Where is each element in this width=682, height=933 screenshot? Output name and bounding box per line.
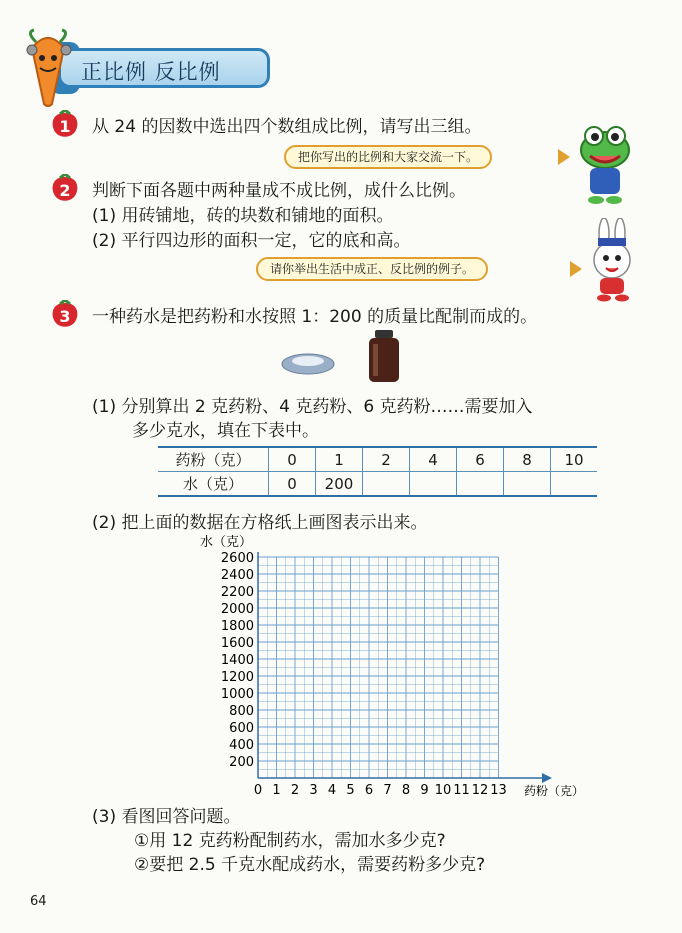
frog-speech-bubble: 把你写出的比例和大家交流一下。 (284, 145, 492, 169)
table-cell (551, 472, 598, 497)
question-3-part-1: (1) 分别算出 2 克药粉、4 克药粉、6 克药粉……需要加入 (92, 397, 533, 417)
y-tick-label: 1000 (220, 687, 254, 702)
table-cell (363, 472, 410, 497)
grid-paper-chart (190, 530, 610, 800)
x-tick-label: 5 (346, 783, 355, 798)
page-number: 64 (30, 894, 47, 909)
svg-text:2: 2 (59, 181, 71, 200)
y-tick-label: 1200 (220, 670, 254, 685)
x-tick-label: 4 (327, 783, 337, 798)
bubble-pointer (558, 149, 570, 165)
table-cell (457, 472, 504, 497)
question-1-text: 从 24 的因数中选出四个数组成比例，请写出三组。 (92, 117, 482, 137)
y-tick-label: 2200 (220, 585, 254, 600)
question-number-badge-icon (50, 300, 80, 330)
x-tick-label: 6 (364, 783, 374, 798)
x-tick-label: 7 (383, 783, 392, 798)
question-2-item-1: (1) 用砖铺地，砖的块数和铺地的面积。 (92, 206, 394, 226)
y-tick-label: 2400 (220, 568, 254, 583)
section-title: 正比例 反比例 (81, 60, 221, 84)
y-tick-label: 2600 (220, 551, 254, 566)
x-tick-label: 0 (253, 783, 263, 798)
section-title-banner (58, 48, 270, 88)
table-row (158, 447, 597, 472)
powder-dish-icon (280, 348, 336, 376)
frog-mascot-icon (576, 122, 634, 206)
x-tick-label: 2 (290, 783, 300, 798)
question-number-badge-icon (50, 174, 80, 204)
x-tick-label: 12 (471, 783, 489, 798)
svg-text:1: 1 (59, 117, 71, 136)
y-tick-label: 1600 (220, 636, 254, 651)
table-row-label: 水（克） (158, 472, 269, 497)
question-3-text: 一种药水是把药粉和水按照 1：200 的质量比配制而成的。 (92, 307, 538, 327)
table-cell: 2 (363, 447, 410, 472)
x-tick-label: 10 (434, 783, 452, 798)
carrot-mascot-icon (22, 28, 74, 108)
y-tick-label: 600 (229, 721, 254, 736)
x-axis-arrow-icon (542, 773, 552, 783)
table-cell: 6 (457, 447, 504, 472)
question-3-part-3a: ①用 12 克药粉配制药水，需加水多少克? (134, 831, 446, 851)
data-table (158, 446, 597, 497)
table-cell: 4 (410, 447, 457, 472)
x-tick-label: 8 (401, 783, 411, 798)
y-tick-label: 400 (229, 738, 254, 753)
table-cell: 10 (551, 447, 598, 472)
table-cell: 1 (316, 447, 363, 472)
y-axis-ticks (221, 551, 254, 770)
x-tick-label: 13 (490, 783, 507, 798)
question-3-part-3b: ②要把 2.5 千克水配成药水，需要药粉多少克? (134, 855, 486, 875)
question-3-part-3: (3) 看图回答问题。 (92, 807, 241, 827)
medicine-bottle-icon (366, 330, 402, 384)
x-axis-ticks (254, 783, 507, 798)
question-2-text: 判断下面各题中两种量成不成比例，成什么比例。 (92, 181, 466, 201)
table-row (158, 472, 597, 497)
x-tick-label: 9 (420, 783, 429, 798)
x-axis-label: 药粉（克） (524, 784, 585, 798)
rabbit-mascot-icon (584, 218, 640, 302)
question-number-badge-icon (50, 110, 80, 140)
table-cell: 8 (504, 447, 551, 472)
question-3-part-2: (2) 把上面的数据在方格纸上画图表示出来。 (92, 513, 428, 533)
x-tick-label: 3 (309, 783, 318, 798)
y-tick-label: 1400 (220, 653, 254, 668)
x-tick-label: 11 (453, 783, 470, 798)
table-cell (504, 472, 551, 497)
rabbit-speech-bubble: 请你举出生活中成正、反比例的例子。 (256, 257, 488, 281)
question-2-item-2: (2) 平行四边形的面积一定，它的底和高。 (92, 231, 411, 251)
y-tick-label: 2000 (220, 602, 254, 617)
y-tick-label: 200 (229, 755, 254, 770)
table-cell (410, 472, 457, 497)
y-tick-label: 800 (229, 704, 254, 719)
grid-lines (258, 557, 499, 778)
question-3-part-1b: 多少克水，填在下表中。 (132, 421, 319, 441)
svg-text:3: 3 (59, 307, 71, 326)
x-tick-label: 1 (272, 783, 281, 798)
y-tick-label: 1800 (220, 619, 254, 634)
table-cell: 200 (316, 472, 363, 497)
table-cell: 0 (269, 447, 316, 472)
y-axis-label: 水（克） (200, 535, 253, 550)
bubble-pointer (570, 261, 582, 277)
table-row-label: 药粉（克） (158, 447, 269, 472)
table-cell: 0 (269, 472, 316, 497)
